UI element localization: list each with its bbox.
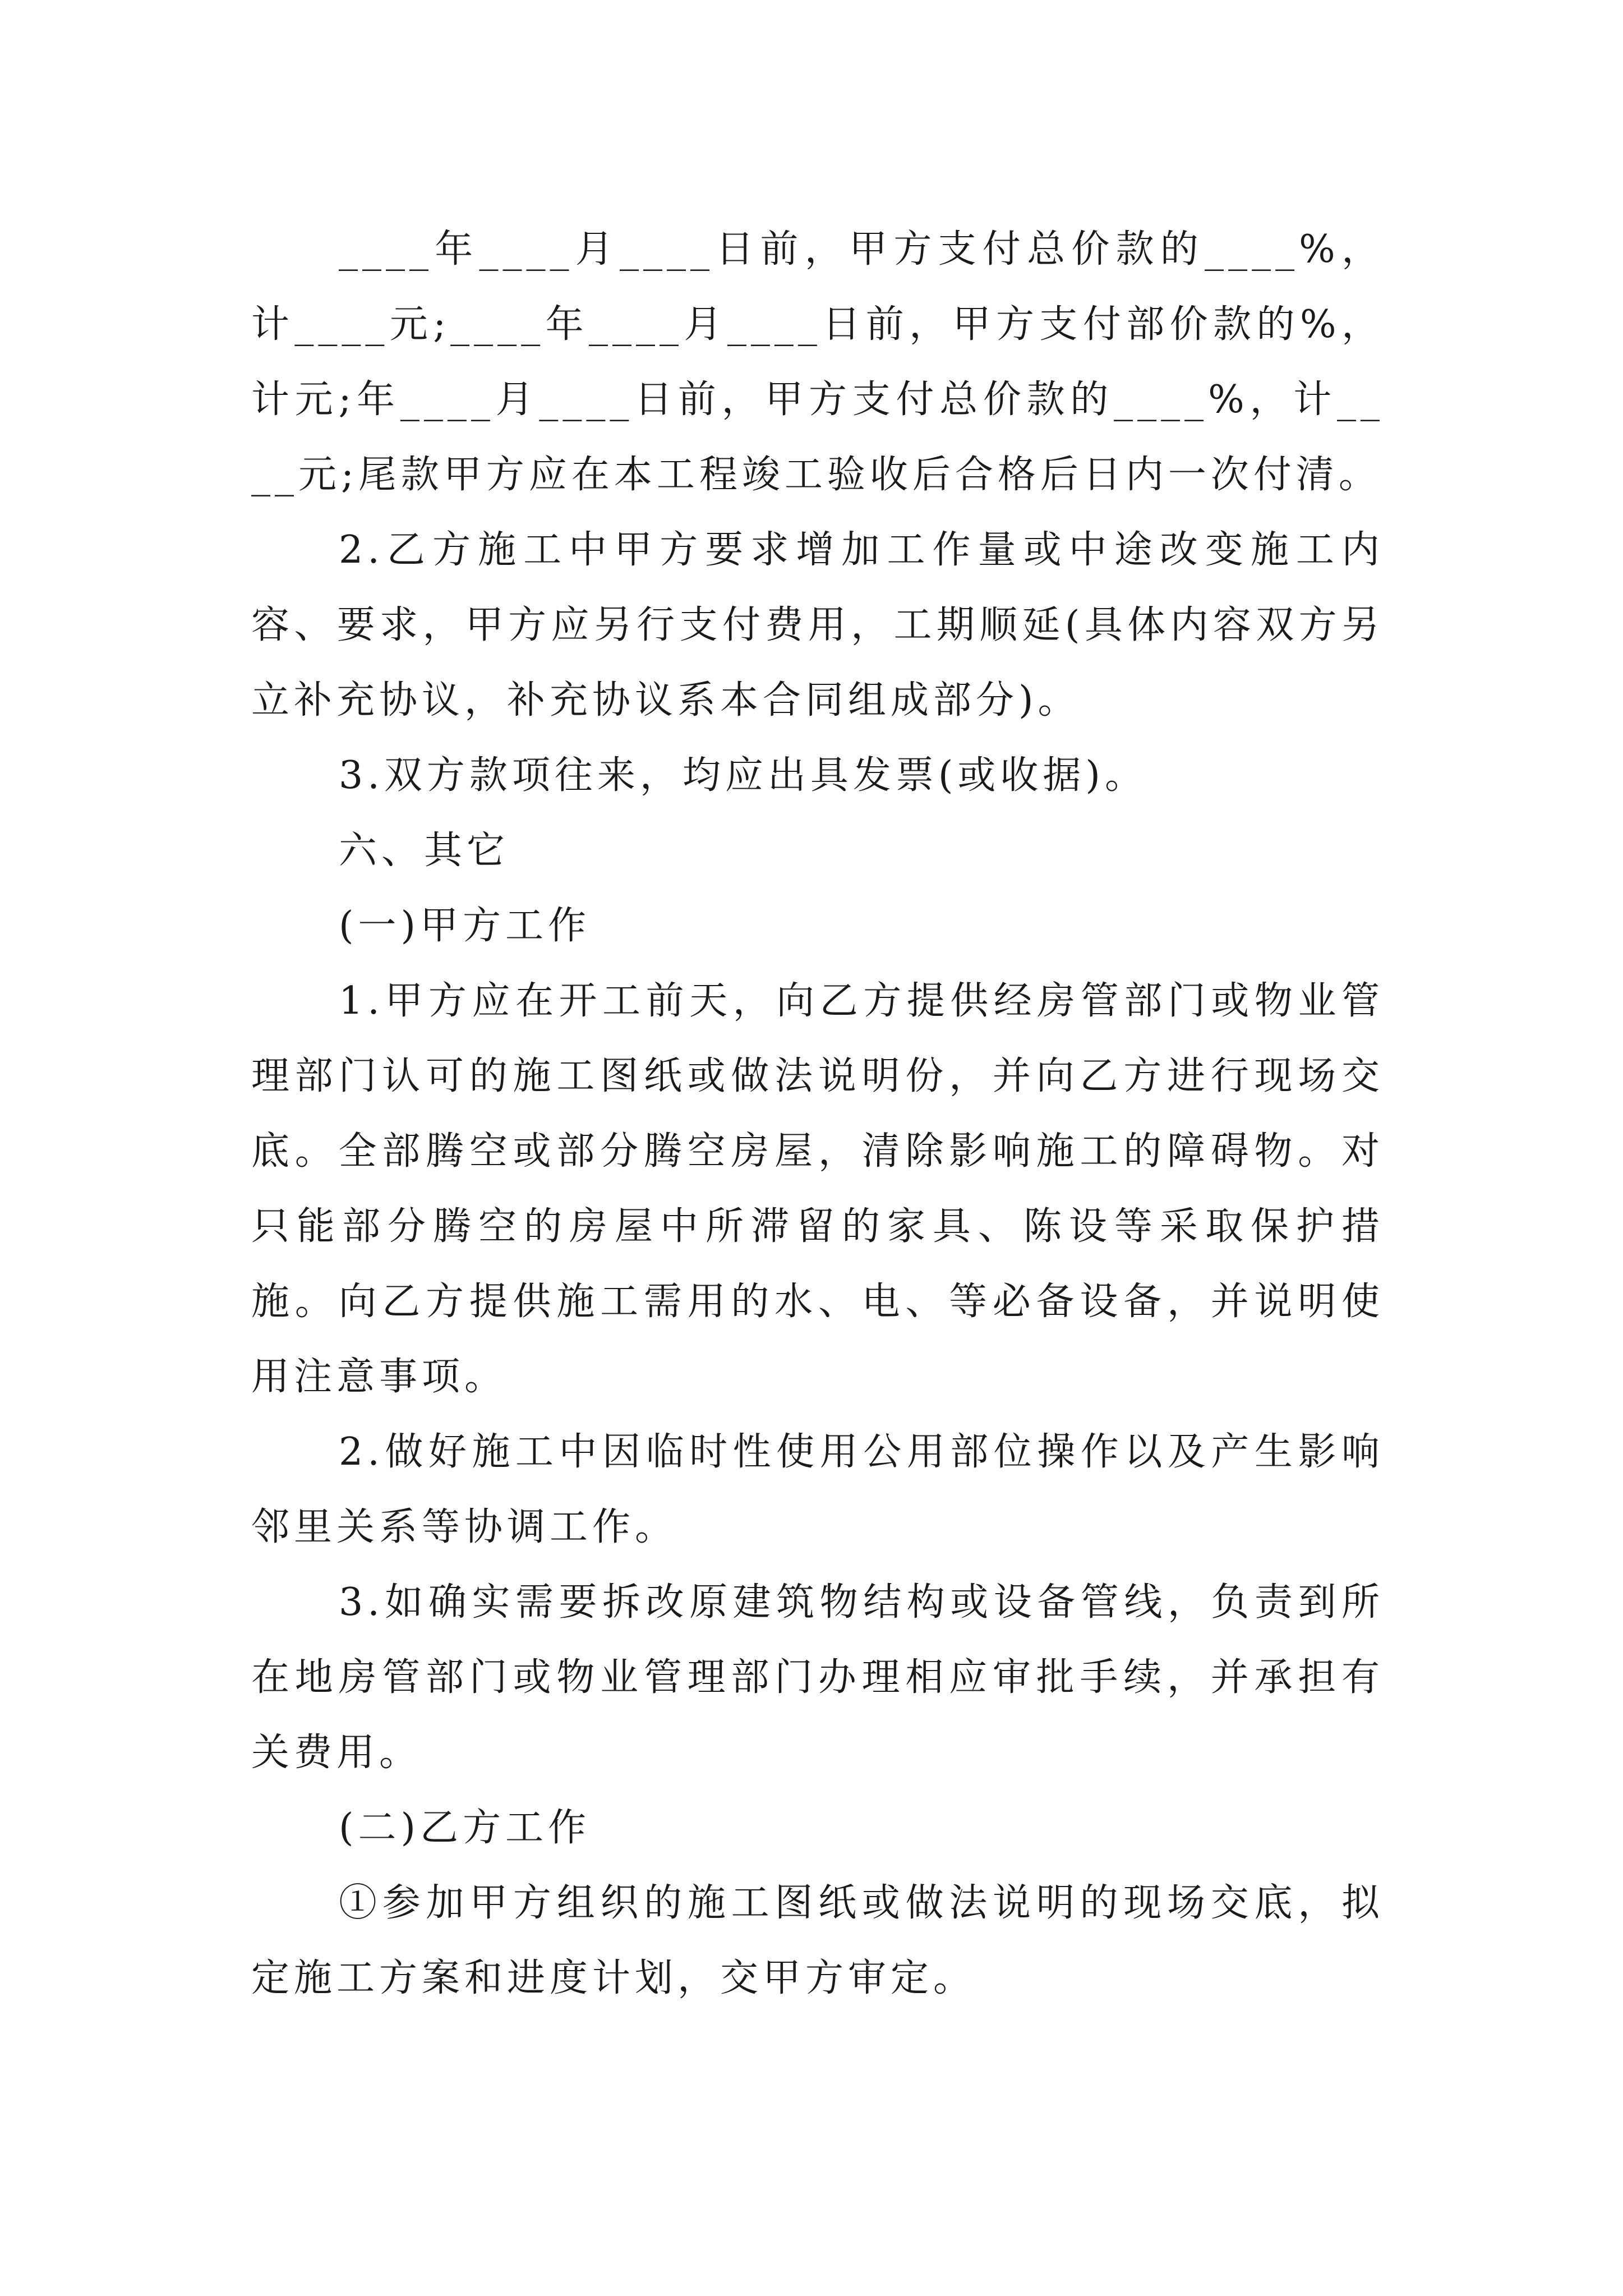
document-body xyxy=(251,212,1384,2016)
clause-paragraph: ①参加甲方组织的施工图纸或做法说明的现场交底，拟定施工方案和进度计划，交甲方审定。 xyxy=(251,1881,1384,2000)
clause-paragraph: 1.甲方应在开工前天，向乙方提供经房管部门或物业管理部门认可的施工图纸或做法说明份，并向乙方进行现场交底。全部腾空或部分腾空房屋，清除影响施工的障碍物。对只能部分腾空的房屋中所滞留的家具、陈设等采取保护措施。向乙方提供施工需用的水、电、等必备设备，并说明使用注意事项。 xyxy=(251,979,1384,1399)
subsection-heading: (一)甲方工作 xyxy=(339,904,591,948)
clause-paragraph: 2.乙方施工中甲方要求增加工作量或中途改变施工内容、要求，甲方应另行支付费用，工期顺延(具体内容双方另立补充协议，补充协议系本合同组成部分)。 xyxy=(251,528,1384,723)
clause-paragraph: 3.如确实需要拆改原建筑物结构或设备管线，负责到所在地房管部门或物业管理部门办理相应审批手续，并承担有关费用。 xyxy=(251,1580,1384,1775)
section-heading: 六、其它 xyxy=(339,829,510,873)
clause-paragraph: 2.做好施工中因临时性使用公用部位操作以及产生影响邻里关系等协调工作。 xyxy=(251,1430,1384,1549)
clause-paragraph: 3.双方款项往来，均应出具发票(或收据)。 xyxy=(339,753,1147,798)
payment-schedule-paragraph: ____年____月____日前，甲方支付总价款的____%，计____元;____年____月____日前，甲方支付部价款的%，计元;年____月____日前，甲方支付总价款的____%，计____元;尾款甲方应在本工程竣工验收后合格后日内一次付清。 xyxy=(251,227,1384,497)
subsection-heading: (二)乙方工作 xyxy=(339,1806,591,1850)
